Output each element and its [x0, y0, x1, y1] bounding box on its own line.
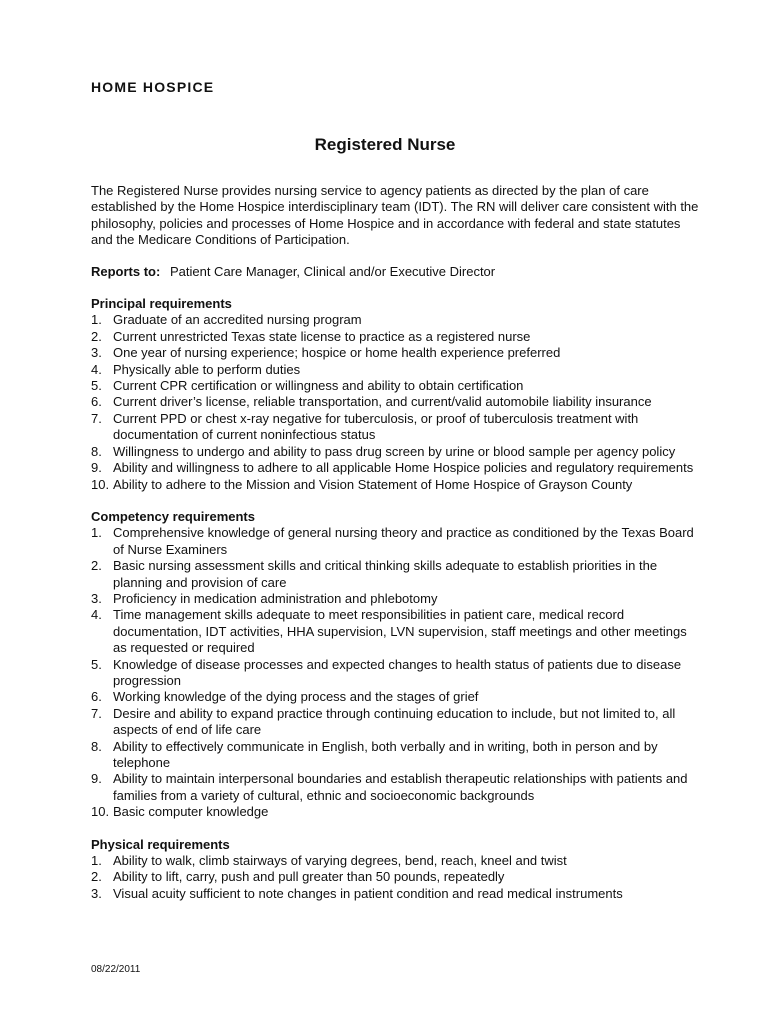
list-item [91, 607, 701, 656]
list-item [91, 345, 701, 361]
list-item [91, 689, 701, 705]
document-title: Registered Nurse [314, 135, 456, 154]
reports-to-line [91, 264, 701, 280]
list-item-number: 1. [91, 312, 102, 328]
list-item-number: 2. [91, 558, 102, 574]
requirements-list [91, 525, 701, 820]
list-item [91, 362, 701, 378]
list-item-text: Current CPR certification or willingness and ability to obtain certification [113, 378, 524, 394]
list-item [91, 394, 701, 410]
list-item-number: 1. [91, 853, 102, 869]
list-item-text: Visual acuity sufficient to note changes in patient condition and read medical instruments [113, 885, 623, 901]
list-item-number: 1. [91, 525, 102, 541]
list-item-text: Basic nursing assessment skills and critical thinking skills adequate to establish priorities in the planning and provision of care [113, 558, 658, 590]
list-item [91, 886, 701, 902]
list-item-text: Comprehensive knowledge of general nursing theory and practice as conditioned by the Texas Board of Nurse Examiners [113, 525, 694, 557]
list-item [91, 739, 701, 772]
list-item [91, 477, 701, 493]
list-item-text: Ability to lift, carry, push and pull greater than 50 pounds, repeatedly [113, 869, 505, 885]
list-item-text: One year of nursing experience; hospice or home health experience preferred [113, 345, 561, 361]
list-item [91, 329, 701, 345]
footer-date: 08/22/2011 [91, 964, 141, 975]
list-item [91, 591, 701, 607]
section-heading: Physical requirements [91, 836, 230, 852]
list-item-number: 10. [91, 804, 110, 820]
section-heading: Competency requirements [91, 508, 255, 524]
list-item-number: 6. [91, 689, 102, 705]
list-item-number: 3. [91, 345, 102, 361]
list-item-number: 9. [91, 771, 102, 787]
list-item-number: 7. [91, 410, 102, 426]
list-item-text: Current PPD or chest x-ray negative for tuberculosis, or proof of tuberculosis treatment with documentation of current noninfectious status [113, 410, 639, 443]
list-item-number: 3. [91, 885, 102, 901]
list-item-text: Ability to adhere to the Mission and Vision Statement of Home Hospice of Grayson County [113, 476, 633, 492]
physical-requirements-section [91, 837, 701, 903]
list-item-text: Graduate of an accredited nursing program [113, 312, 362, 328]
list-item-number: 4. [91, 361, 102, 377]
section-heading: Principal requirements [91, 296, 232, 312]
list-item [91, 558, 701, 591]
list-item-text: Desire and ability to expand practice through continuing education to include, but not limited to, all aspects of end of life care [113, 705, 676, 738]
list-item-number: 5. [91, 656, 102, 672]
list-item-text: Knowledge of disease processes and expected changes to health status of patients due to disease progression [113, 656, 682, 688]
list-item-text: Proficiency in medication administration and phlebotomy [113, 590, 438, 606]
list-item [91, 706, 701, 739]
list-item [91, 460, 701, 476]
list-item [91, 853, 701, 869]
list-item [91, 312, 701, 328]
list-item-number: 7. [91, 705, 102, 721]
list-item-number: 8. [91, 738, 102, 754]
list-item-number: 8. [91, 443, 102, 459]
list-item-number: 2. [91, 869, 102, 885]
list-item-text: Ability to walk, climb stairways of varying degrees, bend, reach, kneel and twist [113, 853, 567, 869]
list-item [91, 804, 701, 820]
list-item-number: 3. [91, 590, 102, 606]
list-item-number: 5. [91, 378, 102, 394]
list-item-text: Physically able to perform duties [113, 361, 301, 377]
list-item [91, 525, 701, 558]
list-item-number: 10. [91, 476, 110, 492]
principal-requirements-section [91, 296, 701, 493]
list-item-text: Working knowledge of the dying process and the stages of grief [113, 689, 479, 705]
document-body [91, 183, 701, 902]
list-item-number: 2. [91, 328, 102, 344]
reports-to-value: Patient Care Manager, Clinical and/or Executive Director [169, 263, 496, 279]
list-item [91, 411, 701, 444]
requirements-list [91, 312, 701, 492]
list-item-number: 9. [91, 460, 102, 476]
list-item-text: Basic computer knowledge [113, 804, 269, 820]
list-item-text: Ability and willingness to adhere to all applicable Home Hospice policies and regulatory requirements [113, 460, 694, 476]
list-item [91, 657, 701, 690]
list-item [91, 771, 701, 804]
intro-paragraph: The Registered Nurse provides nursing service to agency patients as directed by the plan of care established by the Home Hospice interdisciplinary team (IDT). The RN will deliver care consistent with the philosophy, policies and processes of Home Hospice and in accordance with federal and state statutes and the Medicare Conditions of Participation. [91, 183, 699, 248]
list-item-number: 4. [91, 607, 102, 623]
reports-to-label: Reports to: [91, 263, 161, 279]
list-item [91, 444, 701, 460]
list-item-text: Ability to maintain interpersonal boundaries and establish therapeutic relationships with patients and families from a variety of cultural, ethnic and socioeconomic backgrounds [113, 771, 688, 803]
list-item-text: Time management skills adequate to meet responsibilities in patient care, medical record documentation, IDT activities, HHA supervision, LVN supervision, staff meetings and other meetings as requested or required [113, 607, 687, 656]
list-item-text: Ability to effectively communicate in English, both verbally and in writing, both in person and by telephone [113, 738, 658, 770]
list-item [91, 378, 701, 394]
competency-requirements-section [91, 509, 701, 821]
list-item-text: Willingness to undergo and ability to pass drug screen by urine or blood sample per agency policy [113, 443, 676, 459]
list-item-text: Current driver’s license, reliable transportation, and current/valid automobile liability insurance [113, 394, 652, 410]
list-item [91, 869, 701, 885]
requirements-list [91, 853, 701, 902]
list-item-number: 6. [91, 394, 102, 410]
list-item-text: Current unrestricted Texas state license to practice as a registered nurse [113, 328, 531, 344]
organization-header: HOME HOSPICE [91, 79, 215, 95]
